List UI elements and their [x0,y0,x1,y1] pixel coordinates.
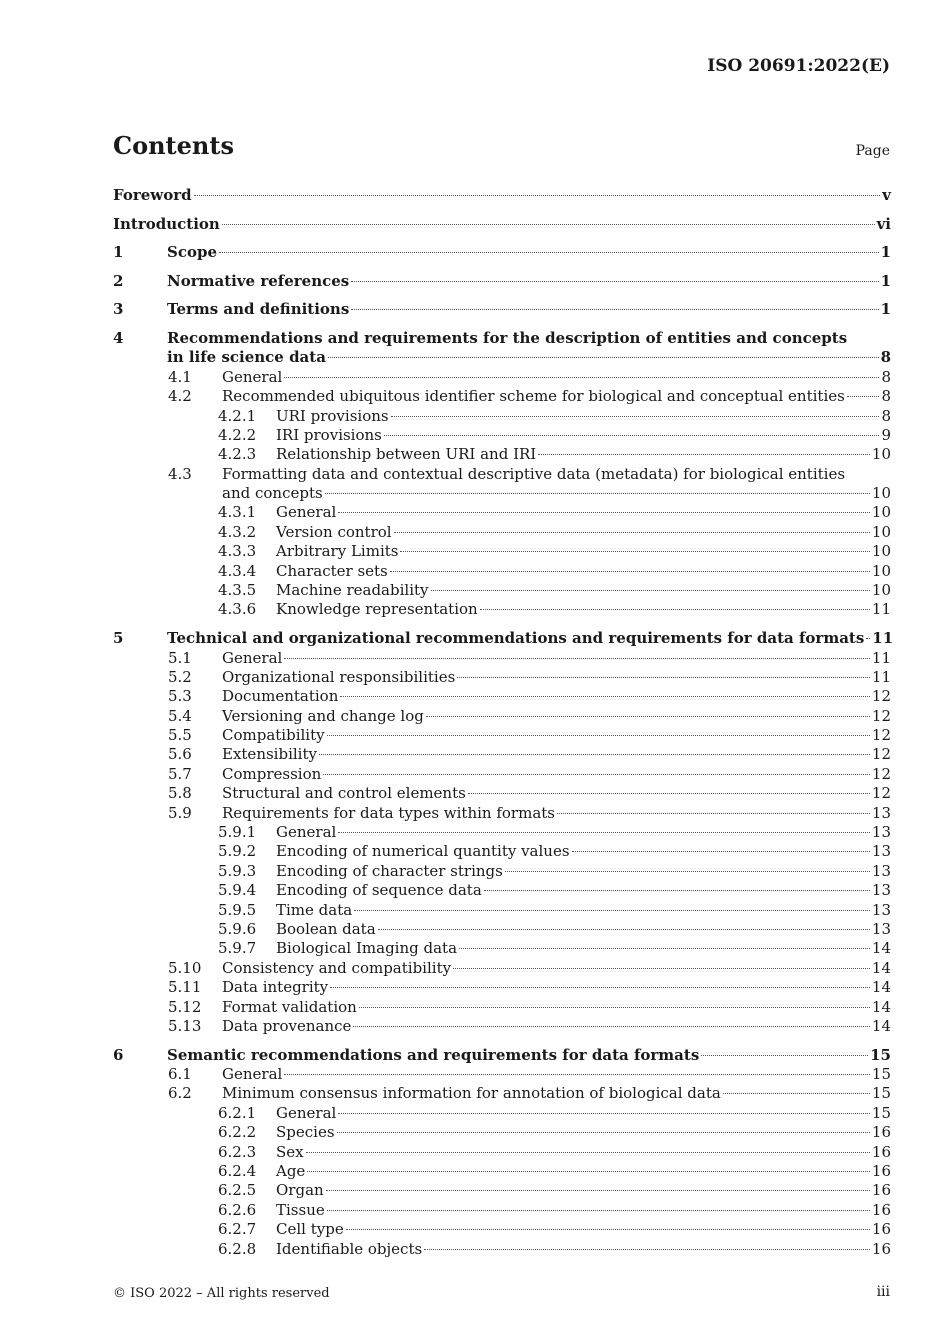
toc-number: 4.2 [168,387,192,406]
page-column-label: Page [855,143,890,159]
toc-number: 3 [113,300,124,319]
page-title: Contents [113,131,234,160]
toc-title: Versioning and change log [222,706,424,725]
toc-title: Encoding of character strings [276,861,503,880]
toc-title: Age [276,1161,306,1180]
toc-entry-5-7[interactable] [113,765,891,784]
page-number: iii [876,1284,890,1300]
toc-title: Requirements for data types within formats [222,803,555,822]
toc-page: 10 [871,503,891,522]
toc-number: 5.6 [168,745,192,764]
toc-entry-5-8[interactable] [113,784,891,803]
toc-title: Extensibility [222,745,317,764]
toc-page: 16 [871,1161,891,1180]
toc-title: Scope [167,243,218,262]
toc-page: 11 [871,667,891,686]
toc-number: 5.2 [168,667,192,686]
toc-title: Compatibility [222,726,325,745]
toc-number: 4.3.3 [218,542,257,561]
toc-number: 5.1 [168,648,192,667]
toc-entry-5-12[interactable] [113,998,891,1017]
toc-title-line2: in life science data [167,348,326,367]
toc-number: 6.2.7 [218,1220,257,1239]
toc-page: 9 [881,425,891,444]
toc-number: 5.9.5 [218,900,257,919]
toc-number: 5.9.3 [218,861,257,880]
toc-page: 15 [871,1084,891,1103]
toc-title: Introduction [113,214,220,233]
toc-title: Tissue [276,1200,325,1219]
toc-page: 16 [871,1181,891,1200]
toc-page: 16 [871,1220,891,1239]
toc-entry-introduction[interactable] [113,215,891,244]
toc-page: 10 [871,561,891,580]
toc-number: 4.3.1 [218,503,257,522]
toc-title: Format validation [222,997,357,1016]
toc-page: 12 [871,706,891,725]
toc-entry-6-2-3[interactable] [113,1143,891,1162]
toc-title: Time data [276,900,353,919]
toc-title: Structural and control elements [222,784,466,803]
toc-title: Data provenance [222,1016,352,1035]
toc-entry-5-9-6[interactable] [113,920,891,939]
toc-title: Compression [222,764,322,783]
toc-number: 4.3.4 [218,561,257,580]
toc-title-line2: and concepts [222,484,323,503]
toc-entry-5-11[interactable] [113,978,891,997]
toc-entry-5-2[interactable] [113,668,891,687]
toc-entry-1[interactable] [113,243,891,272]
toc-page: 12 [871,687,891,706]
toc-page: 1 [880,271,891,290]
toc-number: 5.13 [168,1016,202,1035]
toc-page: 11 [871,648,891,667]
toc-title: Knowledge representation [276,600,478,619]
toc-title: Minimum consensus information for annotation of biological data [222,1084,721,1103]
copyright-notice: © ISO 2022 – All rights reserved [113,1286,330,1301]
toc-entry-6-2[interactable] [113,1084,891,1103]
toc-page: 14 [871,997,891,1016]
toc-title: IRI provisions [276,425,382,444]
toc-title: Relationship between URI and IRI [276,445,537,464]
toc-page: 1 [880,300,891,319]
toc-entry-4-cont[interactable] [113,348,891,367]
toc-number: 6.2.4 [218,1161,257,1180]
toc-entry-6-2-6[interactable] [113,1201,891,1220]
toc-title: Consistency and compatibility [222,958,452,977]
toc-number: 5.9 [168,803,192,822]
toc-title: Character sets [276,561,388,580]
toc-number: 5.8 [168,784,192,803]
toc-entry-5-4[interactable] [113,707,891,726]
toc-page: 12 [871,784,891,803]
toc-number: 5.9.6 [218,919,257,938]
toc-title: Terms and definitions [167,300,350,319]
toc-title: Encoding of sequence data [276,881,482,900]
toc-page: 10 [871,522,891,541]
toc-entry-5-9-4[interactable] [113,881,891,900]
toc-title: URI provisions [276,406,389,425]
toc-entry-5-9-2[interactable] [113,842,891,861]
toc-page: 15 [871,1103,891,1122]
toc-page: 13 [871,881,891,900]
toc-title: Arbitrary Limits [276,542,399,561]
document-id: ISO 20691:2022(E) [707,56,890,76]
toc-number: 4.1 [168,367,192,386]
table-of-contents [113,186,894,1259]
toc-number: 6.2.3 [218,1142,257,1161]
toc-entry-5-9[interactable] [113,804,891,823]
toc-entry-4-2[interactable] [113,387,891,406]
toc-page: 10 [871,581,891,600]
toc-title: Normative references [167,271,350,290]
toc-entry-5-6[interactable] [113,745,891,764]
toc-number: 6 [113,1045,124,1064]
toc-page: 12 [871,745,891,764]
toc-page: 12 [871,726,891,745]
toc-number: 5.7 [168,764,192,783]
toc-page: 11 [871,600,891,619]
toc-entry-4-3[interactable] [113,465,891,484]
toc-page: 16 [871,1123,891,1142]
toc-number: 6.2.8 [218,1239,257,1258]
toc-number: 4.3.2 [218,522,257,541]
toc-number: 4.3 [168,464,192,483]
toc-page: 13 [871,861,891,880]
toc-number: 5.9.7 [218,939,257,958]
toc-entry-5-9-5[interactable] [113,901,891,920]
toc-number: 6.2.2 [218,1123,257,1142]
toc-page: 16 [871,1239,891,1258]
toc-entry-6-2-8[interactable] [113,1240,891,1259]
toc-entry-4-2-1[interactable] [113,407,891,426]
toc-entry-5-9-3[interactable] [113,862,891,881]
toc-entry-5-5[interactable] [113,726,891,745]
toc-title: Machine readability [276,581,429,600]
toc-number: 5.9.4 [218,881,257,900]
toc-entry-6-2-5[interactable] [113,1181,891,1200]
toc-entry-5-9-7[interactable] [113,939,891,958]
toc-number: 4.2.2 [218,425,257,444]
toc-title: Species [276,1123,335,1142]
toc-entry-4-3-cont[interactable] [113,484,891,503]
toc-page: 14 [871,958,891,977]
toc-number: 5.9.1 [218,823,257,842]
toc-number: 5.11 [168,978,202,997]
toc-page: 10 [871,445,891,464]
toc-entry-4-3-1[interactable] [113,503,891,522]
toc-number: 1 [113,243,124,262]
toc-number: 6.2.6 [218,1200,257,1219]
toc-entry-4-2-2[interactable] [113,426,891,445]
toc-page: 13 [871,900,891,919]
toc-title: Cell type [276,1220,344,1239]
toc-number: 4.3.6 [218,600,257,619]
toc-entry-5-10[interactable] [113,959,891,978]
toc-number: 5.9.2 [218,842,257,861]
toc-title: Semantic recommendations and requirements for data formats [167,1045,700,1064]
toc-title: Data integrity [222,978,329,997]
toc-title: Biological Imaging data [276,939,458,958]
toc-page: v [882,186,891,204]
toc-title: Encoding of numerical quantity values [276,842,570,861]
toc-number: 6.2.5 [218,1181,257,1200]
toc-number: 6.2 [168,1084,192,1103]
toc-page: 10 [871,484,891,503]
toc-page: 13 [871,803,891,822]
toc-number: 4.2.3 [218,445,257,464]
toc-page: 8 [881,367,891,386]
toc-title: Organ [276,1181,324,1200]
toc-title: Identifiable objects [276,1239,423,1258]
toc-title: General [276,1103,337,1122]
toc-page: 1 [880,243,891,262]
toc-page: 13 [871,919,891,938]
toc-title: Version control [276,522,392,541]
toc-entry-5-9-1[interactable] [113,823,891,842]
toc-title-line1: Formatting data and contextual descriptive data (metadata) for biological entities [222,464,846,483]
toc-entry-4-3-5[interactable] [113,581,891,600]
toc-page: 11 [872,629,894,648]
toc-entry-2[interactable] [113,272,891,301]
toc-page: 10 [871,542,891,561]
toc-number: 5.4 [168,706,192,725]
toc-page: 13 [871,842,891,861]
toc-page: 13 [871,823,891,842]
toc-title: General [222,1065,283,1084]
toc-entry-6[interactable] [113,1046,891,1065]
toc-page: 14 [871,1016,891,1035]
toc-title: Technical and organizational recommendations and requirements for data formats [167,629,865,648]
toc-entry-5[interactable] [113,629,894,648]
toc-page: 8 [881,387,891,406]
toc-number: 5.3 [168,687,192,706]
toc-number: 2 [113,271,124,290]
toc-entry-5-3[interactable] [113,687,891,706]
toc-entry-4-2-3[interactable] [113,445,891,464]
toc-page: 14 [871,939,891,958]
toc-entry-4-1[interactable] [113,368,891,387]
toc-title: Foreword [113,186,192,204]
toc-title-line1: Recommendations and requirements for the description of entities and concepts [167,328,848,347]
toc-entry-4-3-4[interactable] [113,562,891,581]
toc-number: 6.2.1 [218,1103,257,1122]
toc-entry-6-2-7[interactable] [113,1220,891,1239]
toc-page: 16 [871,1142,891,1161]
toc-entry-6-2-1[interactable] [113,1104,891,1123]
toc-entry-5-1[interactable] [113,649,891,668]
toc-title: General [276,503,337,522]
toc-title: Recommended ubiquitous identifier scheme for biological and conceptual entities [222,387,845,406]
toc-title: Sex [276,1142,304,1161]
toc-entry-foreword[interactable] [113,186,891,215]
toc-title: Organizational responsibilities [222,667,456,686]
toc-entry-3[interactable] [113,300,891,329]
toc-number: 5 [113,629,124,648]
toc-entry-6-1[interactable] [113,1065,891,1084]
toc-page: 8 [881,406,891,425]
toc-page: 15 [871,1065,891,1084]
toc-title: Boolean data [276,919,376,938]
toc-page: 12 [871,764,891,783]
toc-page: 16 [871,1200,891,1219]
toc-number: 4.2.1 [218,406,257,425]
toc-number: 4.3.5 [218,581,257,600]
toc-number: 6.1 [168,1065,192,1084]
toc-page: 14 [871,978,891,997]
toc-page: 15 [870,1045,891,1064]
toc-entry-6-2-4[interactable] [113,1162,891,1181]
toc-number: 5.5 [168,726,192,745]
toc-entry-4-3-3[interactable] [113,542,891,561]
toc-title: Documentation [222,687,339,706]
toc-page: vi [876,214,891,233]
toc-page: 8 [880,348,891,367]
toc-title: General [222,367,283,386]
toc-number: 5.10 [168,958,202,977]
toc-title: General [276,823,337,842]
toc-title: General [222,648,283,667]
toc-number: 4 [113,328,124,347]
toc-entry-4-3-2[interactable] [113,523,891,542]
toc-number: 5.12 [168,997,202,1016]
toc-entry-6-2-2[interactable] [113,1123,891,1142]
toc-entry-4[interactable] [113,329,891,348]
toc-entry-5-13[interactable] [113,1017,891,1036]
toc-entry-4-3-6[interactable] [113,600,891,619]
